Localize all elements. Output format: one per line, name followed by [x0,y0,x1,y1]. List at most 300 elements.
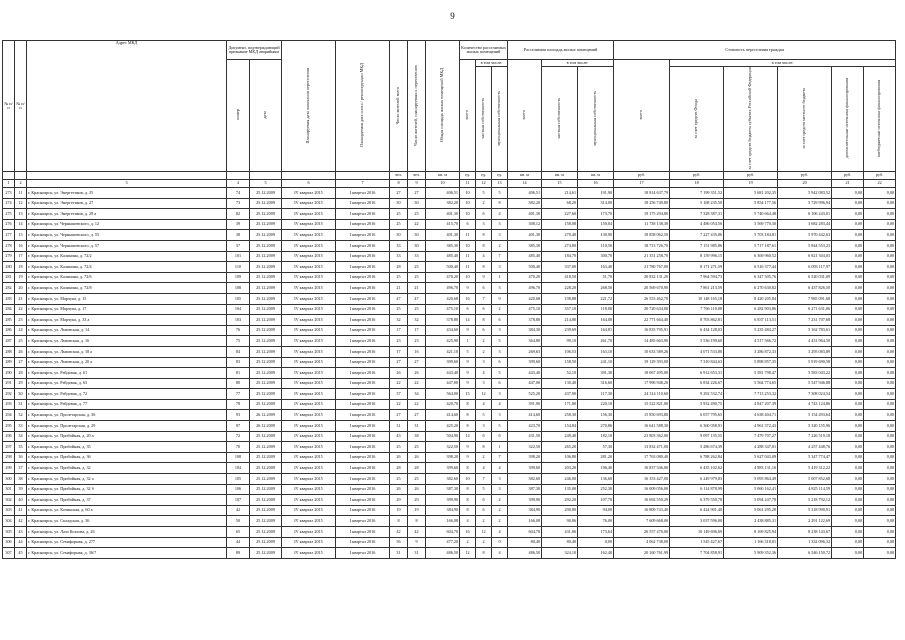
table-cell: 5 094 247,78 [724,495,778,506]
table-cell: 18 814 637,79 [614,188,670,199]
column-number-cell: 11 [460,180,476,188]
table-cell: 25.12.2009 [250,209,282,220]
table-cell: 399,90 [426,495,460,506]
table-cell: 0,00 [832,251,864,262]
table-cell: 431,50 [508,431,542,442]
table-row [3,188,896,199]
unit-cell: ед. [492,172,508,180]
table-cell: 25 [408,209,426,220]
table-cell: 3 [476,219,492,230]
table-cell: 14 [460,431,476,442]
table-cell: 107 [227,495,250,506]
table-cell: 9 [460,283,476,294]
table-cell: 31 [390,548,408,559]
table-cell: 18 256 749,80 [614,198,670,209]
table-cell: 7 328 387,31 [670,209,724,220]
table-cell: 431,06 [542,527,578,538]
table-cell: 406,51 [508,188,542,199]
table-cell: 387,30 [426,484,460,495]
table-cell: 25 [390,442,408,453]
table-cell: 198,88 [542,293,578,304]
table-cell: 22 [408,219,426,230]
table-cell: 420,68 [426,293,460,304]
table-cell: 31 [15,399,27,410]
table-cell: 21 [390,283,408,294]
table-cell: 10 [460,209,476,220]
unit-cell [27,172,227,180]
table-cell: 4 062 738,00 [614,537,670,548]
table-cell: 1 [492,272,508,283]
table-cell: I квартал 2016 [336,421,390,432]
table-cell: 4 638 404,71 [724,410,778,421]
table-cell: 104 [227,304,250,315]
table-cell: 8 159 996,15 [670,251,724,262]
table-cell: 9 [460,442,476,453]
table-cell: 18 713 726,70 [614,240,670,251]
table-cell: 270,40 [542,230,578,241]
table-cell: 27 [390,357,408,368]
table-cell: 3 [476,421,492,432]
table-cell: 258,30 [542,410,578,421]
table-cell: 4 [476,368,492,379]
col-header-residents-planned: Число жителей, планируемых к переселению [408,41,426,172]
table-cell: 10 [460,198,476,209]
table-cell: 1 166 318,81 [724,537,778,548]
table-cell: 20 [15,283,27,294]
table-cell: 2 438 885,31 [724,516,778,527]
table-row [3,283,896,294]
table-cell: 0,00 [832,188,864,199]
table-cell: 78 [227,399,250,410]
table-cell: 3 [492,346,508,357]
table-cell: г. Красноярск, ул. Лазо Козлова, д. 26 [27,527,227,538]
table-cell: 4 961 372,43 [724,421,778,432]
unit-cell [250,172,282,180]
table-cell: 382,60 [426,474,460,485]
table-cell: 0,00 [832,527,864,538]
table-cell: 99,10 [542,336,578,347]
table-cell: 6 912 653,31 [670,368,724,379]
table-body [3,188,896,559]
table-cell: 6 347 505,76 [724,272,778,283]
table-row [3,495,896,506]
table-cell: г. Красноярск, ул. Калинина, д. 72/8 [27,283,227,294]
table-cell: 414,60 [426,410,460,421]
table-cell: 26 557 476,00 [614,527,670,538]
table-cell: 25 [390,474,408,485]
table-cell: IV квартал 2015 [282,368,336,379]
table-cell: 23 [390,336,408,347]
table-cell: г. Красноярск, ул. Рейдовая, д. 63 [27,378,227,389]
col-header-planned-demolition: Планируемая дата сноса / реконструкции МКД [336,41,390,172]
column-number-cell: 5 [250,180,282,188]
table-cell: 0,00 [864,527,896,538]
table-cell: 0 [492,537,508,548]
table-cell: 23 [408,336,426,347]
table-cell: 11 [460,262,476,273]
column-number-cell: 18 [670,180,724,188]
table-cell: 7 231 707,68 [778,315,832,326]
table-cell: 25 [390,219,408,230]
table-cell: 136,60 [578,474,614,485]
table-cell: 227,60 [542,209,578,220]
table-cell: 4 983 131,16 [724,463,778,474]
table-cell: 30 [390,230,408,241]
table-cell: 11 [460,251,476,262]
table-cell: 4 486 054,56 [670,219,724,230]
table-cell: 29 [390,495,408,506]
table-cell: 7 479 707,27 [724,431,778,442]
column-number-cell: 17 [614,180,670,188]
table-cell: 10 148 165,18 [670,293,724,304]
table-cell: I квартал 2016 [336,399,390,410]
table-cell: 399,60 [508,463,542,474]
col-header-subject-budget: за счет средств бюджета субъекта Российской Федерации [724,67,778,172]
table-cell: 2 [476,198,492,209]
table-cell: 357,10 [542,304,578,315]
table-cell: 447,00 [426,378,460,389]
table-cell: 18 858 062,50 [614,230,670,241]
table-row [3,410,896,421]
table-row [3,315,896,326]
table-cell: IV квартал 2015 [282,283,336,294]
table-row [3,230,896,241]
table-cell: г. Красноярск, ул. Прибойная, д. 36 [27,452,227,463]
table-cell: 7 861 213,59 [670,283,724,294]
table-cell: 387,30 [508,484,542,495]
table-cell: 268,50 [578,283,614,294]
table-cell: г. Красноярск, ул. Энергетиков, д. 25 [27,188,227,199]
table-cell: IV квартал 2015 [282,198,336,209]
table-cell: 10 [460,272,476,283]
table-cell: 52,10 [542,368,578,379]
table-cell: г. Красноярск, ул. Чернышевского, д. 55 [27,230,227,241]
table-cell: 399,60 [508,357,542,368]
col-header-area-relocated: Расселяемая площадь жилых помещений [508,41,614,60]
col-header-residents-total: Число жителей всего [390,41,408,172]
table-cell: 7 609 668,00 [614,516,670,527]
table-cell: 16 353 427,00 [614,474,670,485]
table-cell: 80,40 [508,537,542,548]
table-cell: 27 [408,357,426,368]
col-header-fund: за счет средств Фонда [670,67,724,172]
table-cell: 11 738 138,30 [614,219,670,230]
table-cell: 303 [3,505,15,516]
table-cell: 0,00 [832,315,864,326]
table-cell: 8 [476,442,492,453]
table-cell: 292 [3,389,15,400]
table-cell: 290,80 [542,505,578,516]
table-cell: 39 [227,219,250,230]
table-row [3,516,896,527]
table-cell: 106,53 [542,346,578,357]
table-cell: 19 175 294,80 [614,209,670,220]
col-header-doc-date: дата [250,60,282,172]
table-cell: 486,50 [508,548,542,559]
table-cell: 6 [476,209,492,220]
column-number-cell: 7 [336,180,390,188]
table-cell: 2 [476,516,492,527]
table-cell: 378,80 [508,315,542,326]
table-cell: 2 [460,537,476,548]
table-cell: 105 [227,293,250,304]
table-cell: 3 569 770,30 [724,219,778,230]
table-cell: 6 435 102,62 [670,463,724,474]
table-cell: 0,00 [832,516,864,527]
table-cell: 0,00 [832,198,864,209]
table-cell: 6 360 058,91 [670,421,724,432]
table-cell: 47 [390,293,408,304]
col-header-total-area: Общая площадь жилых помещений МКД [426,41,460,172]
table-cell: 0,00 [864,251,896,262]
table-cell: 33 [390,240,408,251]
table-cell: 101 [227,251,250,262]
table-cell: 0,00 [832,474,864,485]
table-cell: 12 [15,198,27,209]
table-cell: 3 [492,474,508,485]
table-row [3,548,896,559]
table-cell: 13 832 471,00 [614,442,670,453]
table-cell: 239,69 [542,325,578,336]
table-cell: 16 835 795,91 [614,325,670,336]
table-cell: 9 [460,325,476,336]
table-cell: 57,30 [578,442,614,453]
table-cell: 25.12.2009 [250,505,282,516]
table-cell: 270,86 [578,421,614,432]
table-cell: г. Красноярск, ул. Львовская, д. 20 а [27,357,227,368]
table-cell: 25.12.2009 [250,304,282,315]
table-cell: 5 536 199,60 [670,336,724,347]
column-number-cell: 8 [390,180,408,188]
table-cell: 0,00 [832,368,864,379]
table-cell: 337,00 [542,262,578,273]
table-cell: 32 [408,315,426,326]
table-cell: 33 [408,251,426,262]
table-cell: 296 [3,431,15,442]
table-cell: IV квартал 2015 [282,230,336,241]
table-cell: 4 288 347,81 [724,442,778,453]
table-cell: 26 [408,484,426,495]
table-cell: 5 909 352,36 [724,548,778,559]
table-cell: 29 [15,378,27,389]
table-cell: 10 149 696,69 [670,527,724,538]
table-cell: 40 [15,495,27,506]
table-cell: 16 [460,527,476,538]
table-row [3,421,896,432]
table-cell: I квартал 2016 [336,495,390,506]
table-cell: 420,70 [426,399,460,410]
table-cell: 300 [3,474,15,485]
unit-cell [15,172,27,180]
table-cell: 41 [15,505,27,516]
table-cell: 28 [408,463,426,474]
table-cell: 6 282 903,86 [724,304,778,315]
table-row [3,336,896,347]
col-header-cost: Стоимость переселения граждан [614,41,896,60]
table-cell: 5 162 783,61 [778,325,832,336]
table-row [3,219,896,230]
table-cell: 291 [3,378,15,389]
table-cell: 6 [492,315,508,326]
table-cell: 9 [408,537,426,548]
table-cell: 154,84 [542,421,578,432]
table-cell: 281,20 [578,452,614,463]
table-row [3,251,896,262]
table-cell: 385,30 [426,240,460,251]
table-row [3,293,896,304]
table-cell: 14 [460,315,476,326]
table-cell: 308,12 [508,219,542,230]
table-cell: 0,00 [832,548,864,559]
unit-cell: руб. [864,172,896,180]
emergency-housing-register-table [2,40,896,559]
table-cell: 423,70 [508,421,542,432]
table-cell: I квартал 2016 [336,389,390,400]
table-cell: 4 071 533,80 [670,346,724,357]
table-cell: г. Красноярск, ул. Прибойная, д. 32 а [27,474,227,485]
table-cell: 0,00 [832,505,864,516]
table-cell: 293 [3,399,15,410]
table-cell: 16 009 056,00 [614,484,670,495]
table-cell: 173,64 [578,527,614,538]
table-cell: 44 [227,537,250,548]
table-cell: г. Красноярск, ул. Калинина, д. 72/2 [27,251,227,262]
table-cell: 2 [492,516,508,527]
table-cell: 6 [476,495,492,506]
table-cell: IV квартал 2015 [282,548,336,559]
table-cell: I квартал 2016 [336,251,390,262]
column-number-cell: 19 [724,180,778,188]
table-cell: 0,00 [864,209,896,220]
table-cell: 3 [492,484,508,495]
table-cell: 31 [408,548,426,559]
table-cell: I квартал 2016 [336,262,390,273]
table-cell: 292,20 [542,495,578,506]
table-cell: 25 [408,304,426,315]
table-cell: 0,00 [864,505,896,516]
table-cell: 384,30 [508,325,542,336]
table-cell: 525,20 [508,389,542,400]
table-cell: 2 [476,452,492,463]
table-cell: IV квартал 2015 [282,527,336,538]
table-cell: 73 [227,198,250,209]
table-cell: 269,63 [508,346,542,357]
table-cell: 173,70 [578,209,614,220]
table-cell: 20 160 761,99 [614,548,670,559]
table-cell: 44 [15,537,27,548]
table-cell: 7 199 351,52 [670,188,724,199]
table-cell: 4 517 566,72 [724,336,778,347]
table-cell: 0,00 [864,336,896,347]
table-cell: 0,00 [832,431,864,442]
table-cell: г. Красноярск, ул. Марчука, д. 17 [27,304,227,315]
table-row [3,431,896,442]
table-cell: 191,90 [578,188,614,199]
table-cell: 0,00 [832,463,864,474]
table-cell: 158,50 [542,357,578,368]
table-cell: 21 351 258,70 [614,251,670,262]
table-cell: I квартал 2016 [336,484,390,495]
table-cell: 6 [492,378,508,389]
unit-cell: руб. [832,172,864,180]
unit-cell [3,172,15,180]
table-cell: 6 369 960,52 [724,251,778,262]
table-cell: 27 [390,188,408,199]
table-cell: 32 [390,315,408,326]
table-cell: г. Красноярск, ул. Чернышевского, д. 57 [27,240,227,251]
table-cell: 300,70 [578,251,614,262]
table-cell: 135,00 [542,484,578,495]
table-cell: I квартал 2016 [336,325,390,336]
table-cell: 391,90 [508,399,542,410]
table-cell: 5 007 852,68 [778,474,832,485]
col-header-planned-end: Планируемая дата окончания переселения [282,41,336,172]
table-cell: 25.12.2009 [250,378,282,389]
table-cell: 26.12.2009 [250,421,282,432]
column-number-cell: 4 [227,180,250,188]
table-cell: г. Красноярск, ул. Калинина, д. 72/6 [27,272,227,283]
table-cell: 47 [408,293,426,304]
table-cell: I квартал 2016 [336,452,390,463]
table-cell: 25 [408,442,426,453]
table-cell: 7 964 594,73 [670,272,724,283]
table-cell: 0,00 [864,474,896,485]
table-cell: г. Красноярск, ул. Прибойная, д. 20 а [27,431,227,442]
table-cell: I квартал 2016 [336,378,390,389]
table-cell: 486,50 [426,548,460,559]
table-cell: 7 [492,251,508,262]
table-cell: 5 095 864,49 [724,474,778,485]
column-number-cell: 12 [476,180,492,188]
table-cell: IV квартал 2015 [282,452,336,463]
table-cell: 19 [408,505,426,516]
table-cell: 0,00 [832,272,864,283]
table-cell: I квартал 2016 [336,357,390,368]
table-cell: IV квартал 2015 [282,336,336,347]
table-cell: 25.12.2009 [250,240,282,251]
table-cell: 1 545 427,67 [670,537,724,548]
table-cell: 6 [476,304,492,315]
table-cell: 3 [492,410,508,421]
table-cell: 203,20 [542,463,578,474]
table-cell: г. Красноярск, ул. Чернышевского, д. 12 [27,219,227,230]
table-cell: 182,10 [578,431,614,442]
table-cell: г. Красноярск, ул. Калинина, д. 72/4 [27,262,227,273]
table-cell: 17 [15,251,27,262]
table-cell: 25.12.2009 [250,484,282,495]
table-cell: 447,00 [508,378,542,389]
table-cell: 252,30 [578,484,614,495]
unit-cell: руб. [778,172,832,180]
table-cell: 0,00 [864,219,896,230]
table-cell: 9 [460,368,476,379]
column-number-cell: 14 [508,180,542,188]
table-cell: 6 379 550,78 [670,495,724,506]
column-number-cell: 16 [578,180,614,188]
table-cell: I квартал 2016 [336,368,390,379]
table-cell: г. Красноярск, ул. Марчука, д. 33 а [27,315,227,326]
table-cell: 322,50 [508,442,542,453]
table-cell: 382,60 [508,474,542,485]
table-cell: 94,00 [578,505,614,516]
table-cell: IV квартал 2015 [282,251,336,262]
table-cell: 6 [476,505,492,516]
table-cell: 25.12.2009 [250,537,282,548]
table-cell: 37 [227,240,250,251]
table-cell: 5 547 946,88 [778,378,832,389]
table-cell: 30 [408,240,426,251]
table-cell: 18 067 495,00 [614,368,670,379]
